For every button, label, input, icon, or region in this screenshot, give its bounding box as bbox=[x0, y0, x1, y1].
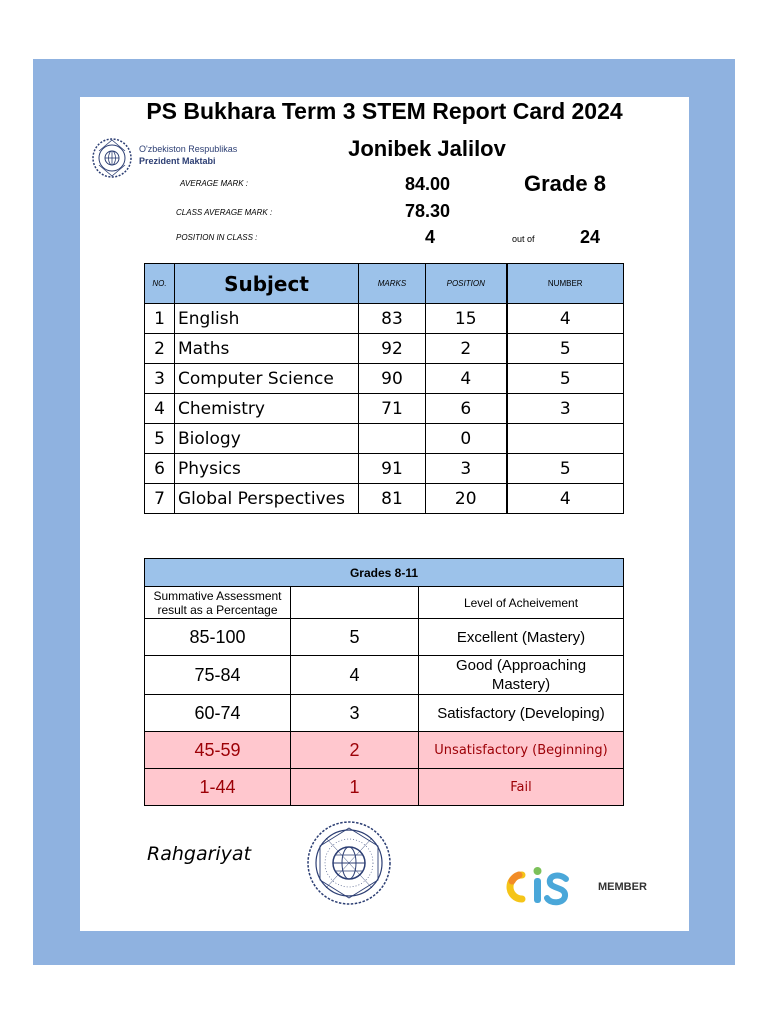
signature: Rahgariyat bbox=[147, 843, 252, 865]
out-of-label: out of bbox=[512, 234, 535, 244]
row-number: 4 bbox=[507, 304, 624, 334]
row-no: 2 bbox=[145, 334, 175, 364]
table-row bbox=[145, 454, 624, 484]
grade-row bbox=[145, 656, 624, 695]
cis-member-badge bbox=[504, 865, 664, 909]
header-achievement: Level of Acheivement bbox=[419, 587, 624, 619]
row-position: 0 bbox=[426, 424, 507, 454]
row-marks: 71 bbox=[359, 394, 426, 424]
table-row bbox=[145, 394, 624, 424]
row-marks: 83 bbox=[359, 304, 426, 334]
logo-line-1: O'zbekiston Respublikas bbox=[139, 144, 238, 154]
student-name: Jonibek Jalilov bbox=[348, 136, 506, 161]
row-number: 4 bbox=[507, 484, 624, 514]
row-number bbox=[507, 424, 624, 454]
grade-value: 3 bbox=[291, 695, 419, 732]
grade-row bbox=[145, 769, 624, 806]
row-subject: Chemistry bbox=[175, 394, 359, 424]
average-mark-value: 84.00 bbox=[405, 174, 451, 194]
grade-level-desc: Fail bbox=[419, 769, 624, 806]
row-subject: Physics bbox=[175, 454, 359, 484]
grade-value: 1 bbox=[291, 769, 419, 806]
row-marks: 81 bbox=[359, 484, 426, 514]
header-no: NO. bbox=[145, 264, 175, 304]
row-position: 15 bbox=[426, 304, 507, 334]
row-marks bbox=[359, 424, 426, 454]
row-no: 3 bbox=[145, 364, 175, 394]
logo-line-2: Prezident Maktabi bbox=[139, 156, 216, 166]
row-number: 5 bbox=[507, 364, 624, 394]
grade-value: 5 bbox=[291, 619, 419, 656]
grade-range: 1-44 bbox=[145, 769, 291, 806]
header-subject: Subject bbox=[175, 264, 359, 304]
row-position: 6 bbox=[426, 394, 507, 424]
table-row bbox=[145, 334, 624, 364]
grade-range: 60-74 bbox=[145, 695, 291, 732]
grade-level-desc: Satisfactory (Developing) bbox=[419, 695, 624, 732]
row-no: 5 bbox=[145, 424, 175, 454]
class-size-value: 24 bbox=[580, 227, 601, 247]
row-position: 2 bbox=[426, 334, 507, 364]
table-row bbox=[145, 304, 624, 334]
row-marks: 92 bbox=[359, 334, 426, 364]
grade-level-desc: Unsatisfactory (Beginning) bbox=[419, 732, 624, 769]
header-grade bbox=[291, 587, 419, 619]
table-row bbox=[145, 424, 624, 454]
school-seal-icon bbox=[306, 818, 392, 908]
row-no: 4 bbox=[145, 394, 175, 424]
grade-level-desc: Excellent (Mastery) bbox=[419, 619, 624, 656]
position-label: POSITION IN CLASS : bbox=[176, 233, 258, 242]
header-position: POSITION bbox=[426, 264, 507, 304]
header-number: NUMBER bbox=[507, 264, 624, 304]
row-number: 3 bbox=[507, 394, 624, 424]
row-subject: Maths bbox=[175, 334, 359, 364]
grade-value: 4 bbox=[291, 656, 419, 695]
grade-level: Grade 8 bbox=[524, 171, 606, 196]
class-average-value: 78.30 bbox=[405, 201, 451, 221]
row-subject: Global Perspectives bbox=[175, 484, 359, 514]
grades-title-row bbox=[145, 559, 624, 587]
row-position: 3 bbox=[426, 454, 507, 484]
row-no: 7 bbox=[145, 484, 175, 514]
row-marks: 90 bbox=[359, 364, 426, 394]
grades-header-row bbox=[145, 587, 624, 619]
header-percentage: Summative Assessment result as a Percentage bbox=[145, 587, 291, 619]
report-title: PS Bukhara Term 3 STEM Report Card 2024 bbox=[146, 98, 623, 124]
school-emblem-icon bbox=[91, 135, 133, 181]
row-number: 5 bbox=[507, 334, 624, 364]
grades-scale-table bbox=[144, 558, 624, 806]
subjects-table bbox=[144, 263, 624, 514]
table-row bbox=[145, 364, 624, 394]
grade-range: 85-100 bbox=[145, 619, 291, 656]
row-subject: English bbox=[175, 304, 359, 334]
row-subject: Computer Science bbox=[175, 364, 359, 394]
row-position: 20 bbox=[426, 484, 507, 514]
row-no: 6 bbox=[145, 454, 175, 484]
grade-range: 45-59 bbox=[145, 732, 291, 769]
row-number: 5 bbox=[507, 454, 624, 484]
grade-value: 2 bbox=[291, 732, 419, 769]
grade-row bbox=[145, 619, 624, 656]
row-marks: 91 bbox=[359, 454, 426, 484]
header-marks: MARKS bbox=[359, 264, 426, 304]
row-position: 4 bbox=[426, 364, 507, 394]
grades-title: Grades 8-11 bbox=[145, 559, 624, 587]
grade-row bbox=[145, 695, 624, 732]
table-row bbox=[145, 484, 624, 514]
row-subject: Biology bbox=[175, 424, 359, 454]
grade-row bbox=[145, 732, 624, 769]
class-average-label: CLASS AVERAGE MARK : bbox=[176, 208, 273, 217]
row-no: 1 bbox=[145, 304, 175, 334]
grade-level-desc: Good (Approaching Mastery) bbox=[419, 656, 624, 695]
grade-range: 75-84 bbox=[145, 656, 291, 695]
average-mark-label: AVERAGE MARK : bbox=[180, 179, 249, 188]
cis-member-text: MEMBER bbox=[598, 881, 647, 893]
subjects-header-row bbox=[145, 264, 624, 304]
position-value: 4 bbox=[425, 227, 436, 247]
